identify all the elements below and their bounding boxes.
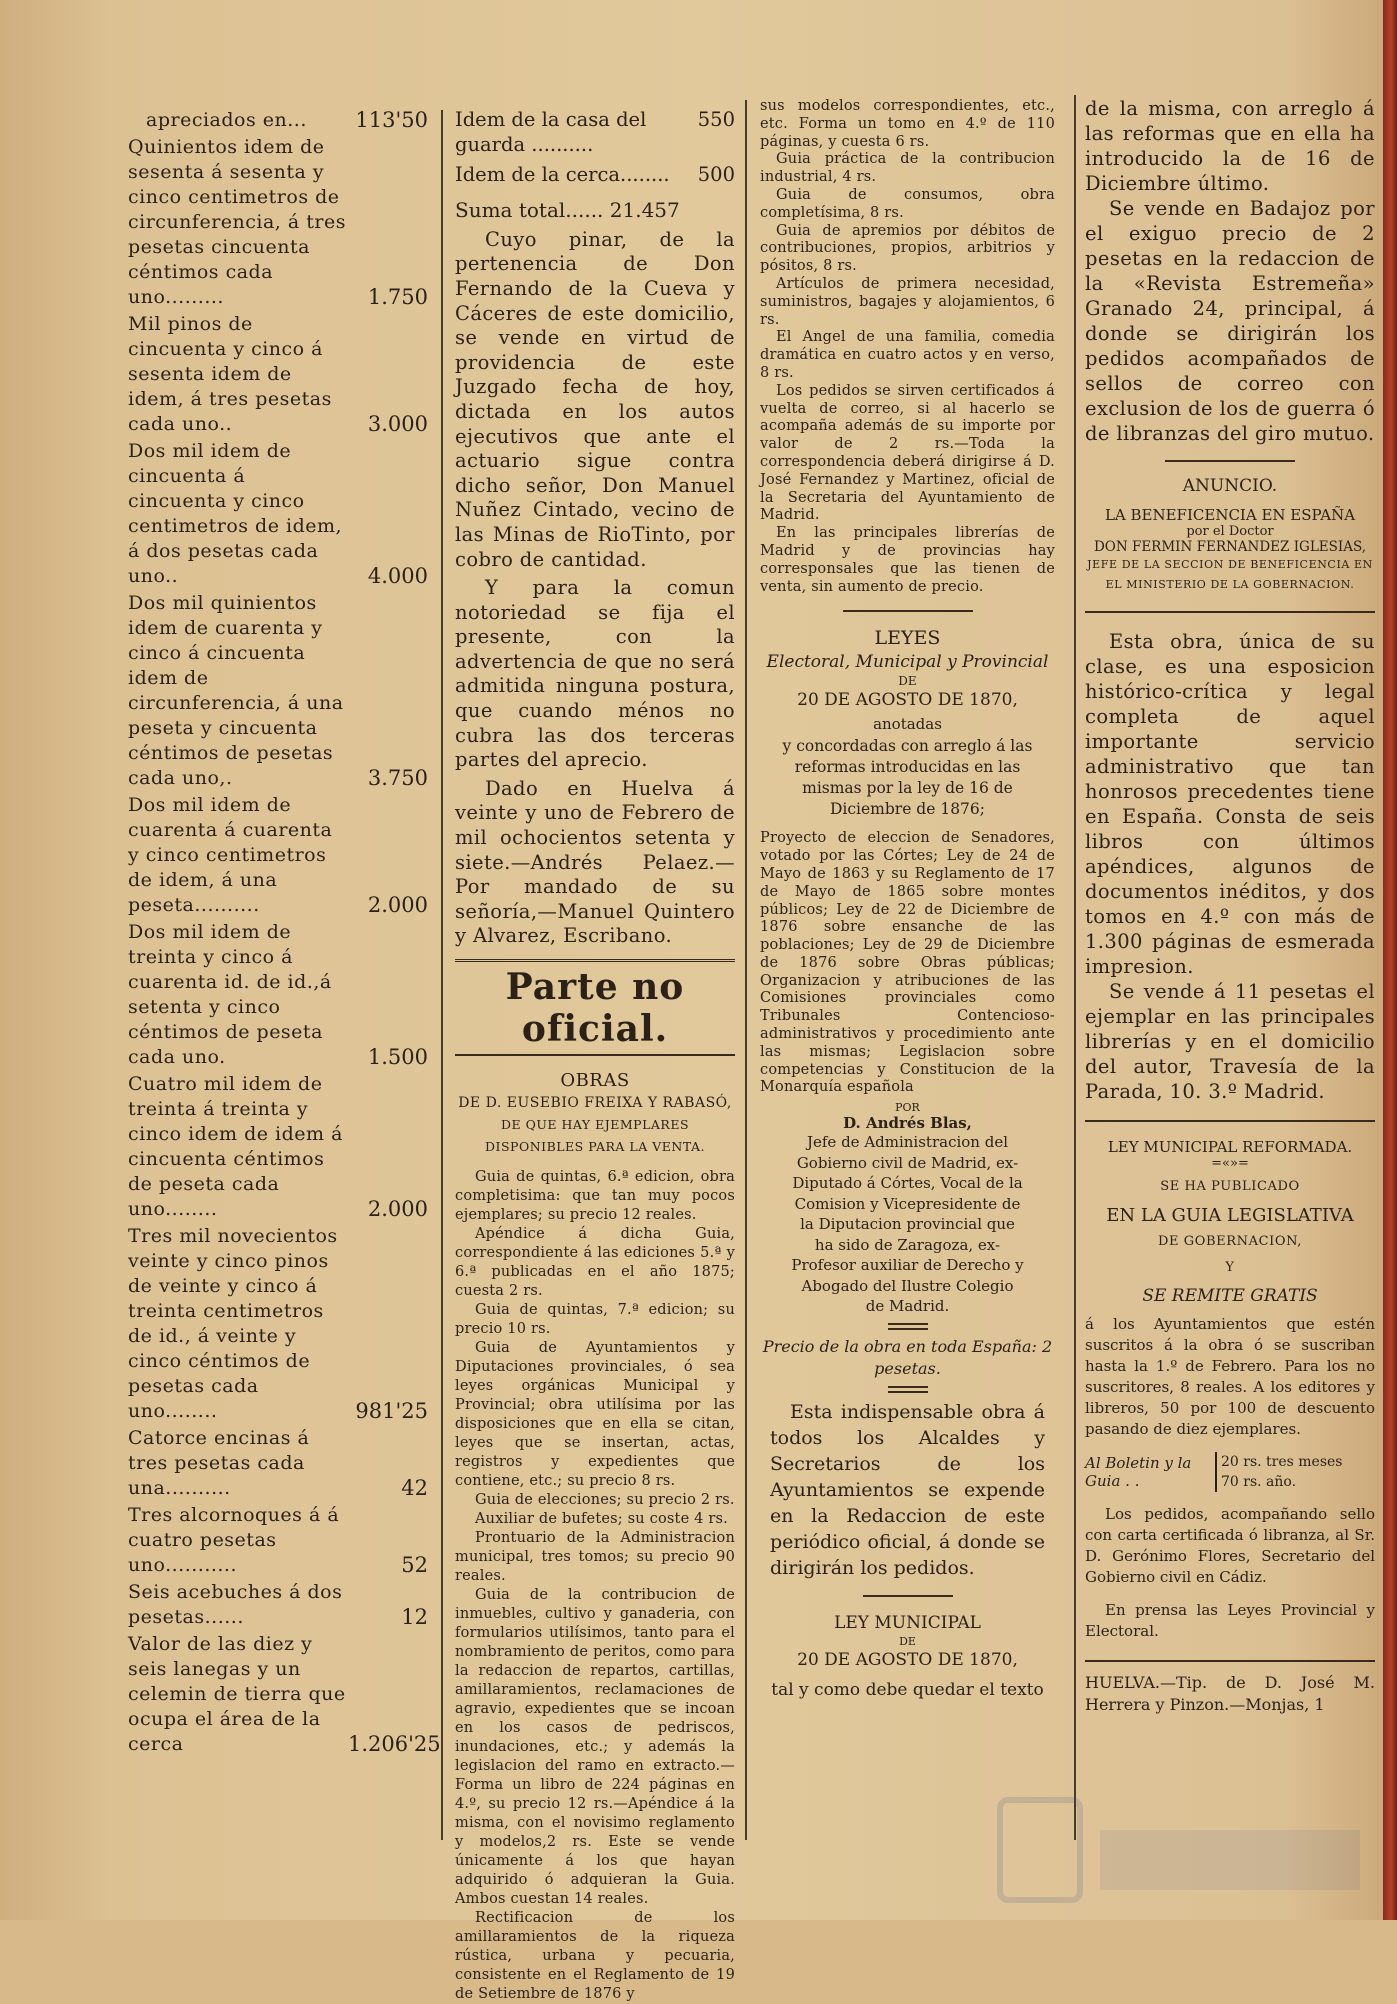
paragraph: á los Ayuntamientos que estén suscritos á la obra ó se suscriban hasta la 1.º de Febrero. Para los no suscritores, 8 reales. A los editores y libreros, 50 por 100 de descuento pasando de diez ejemplares. — [1085, 1315, 1375, 1438]
author-description: Jefe de Administracion del Gobierno civil de Madrid, ex-Diputado á Córtes, Vocal de la Comision y Vicepresidente de la Diputacion provincial que ha sido de Zaragoza, ex-Profesor auxiliar de Derecho y Abogado del Ilustre Colegio de Madrid. — [791, 1133, 1024, 1316]
leyes-fecha: 20 DE AGOSTO DE 1870, — [797, 690, 1018, 711]
ley-municipal-text: tal y como debe quedar el texto — [771, 1679, 1044, 1700]
list-item: Guia de elecciones; su precio 2 rs. — [475, 1492, 735, 1508]
row-amount: 550 — [697, 108, 735, 131]
paragraph: sus modelos correspondientes, etc., etc. Forma un tomo en 4.º de 110 páginas, y cuesta 6 rs. — [760, 98, 1055, 150]
paragraph: El Angel de una familia, comedia dramática en cuatro actos y en verso, 8 rs. — [760, 329, 1055, 381]
price-note: Precio de la obra en toda España: 2 pesetas. — [762, 1336, 1053, 1378]
divider — [1085, 1120, 1375, 1122]
paragraph: Esta indispensable obra á todos los Alcaldes y Secretarios de los Ayuntamientos se expende en la Redaccion de este periódico oficial, á donde se dirigirán los pedidos. — [770, 1400, 1045, 1579]
paragraph: de la misma, con arreglo á las reformas que en ella ha introducido la de 16 de Diciembre último. — [1085, 97, 1375, 195]
item-amount: 981'25 — [355, 1399, 428, 1423]
price-quarter: 20 rs. tres meses — [1221, 1454, 1343, 1470]
paragraph: Proyecto de eleccion de Senadores, votado por las Córtes; Ley de 24 de Mayo de 1863 y su Reglamento de 17 de Mayo de 1865 sobre montes públicos; Ley de 22 de Diciembre de 1876 sobre ensanche de las poblaciones; Ley de 29 de Diciembre de 1876 sobre Obras públicas; Organizacion y atribuciones de las Comisiones provinciales como Tribunales Contencioso-administrativos y procedimiento ante las mismas; Legislacion sobre competencias y Constitucion de la Monarquía española — [760, 830, 1055, 1096]
paragraph: En las principales librerías de Madrid y de provincias hay corresponsales que las tienen de venta, sin aumento de precio. — [760, 525, 1055, 595]
author-name: D. Andrés Blas, — [843, 1114, 972, 1133]
item-amount: 3.000 — [367, 412, 428, 436]
watermark-text-block — [1100, 1830, 1360, 1890]
paragraph: Esta obra, única de su clase, es una esposicion histórico-crítica y legal completa de aquel importante servicio administrativo que tan honrosos precedentes tiene en España. Consta de seis libros con últimos apéndices, algunos de documentos inéditos, y dos tomos en 4.º con más de 1.300 páginas de esmerada impresion. — [1085, 630, 1375, 978]
item-text: Mil pinos de cincuenta y cinco á sesenta idem de idem, á tres pesetas cada uno.. — [128, 313, 332, 435]
gobernacion-label: DE GOBERNACION, — [1157, 1234, 1303, 1249]
list-item: Apéndice á dicha Guia, correspondiente á las ediciones 5.ª y 6.ª publicadas en el año 1875; cuesta 2 rs. — [455, 1226, 735, 1299]
divider — [1085, 611, 1375, 613]
imprint: HUELVA.—Tip. de D. José M. Herrera y Pinzon.—Monjas, 1 — [1085, 1673, 1375, 1714]
doctor-position: EL MINISTERIO DE LA GOBERNACION. — [1105, 578, 1355, 591]
divider — [863, 1595, 953, 1597]
item-text: Dos mil idem de cuarenta á cuarenta y cinco centimetros de idem, á una peseta.......... — [128, 794, 333, 916]
table-row — [455, 108, 735, 157]
leyes-concordadas: y concordadas con arreglo á las reformas introducidas en las mismas por la ley de 16 de Diciembre de 1876; — [782, 737, 1033, 819]
library-watermark — [990, 1790, 1370, 1910]
item-text: Dos mil idem de treinta y cinco á cuarenta id. de id.,á setenta y cinco céntimos de peseta cada uno. — [128, 921, 332, 1068]
doctor-name: DON FERMIN FERNANDEZ IGLESIAS, — [1093, 539, 1367, 555]
ley-municipal-title: LEY MUNICIPAL — [834, 1612, 981, 1633]
publicado-label: SE HA PUBLICADO — [1160, 1179, 1300, 1194]
leyes-por: POR — [895, 1101, 920, 1115]
column-divider — [441, 110, 443, 1840]
ornament: =«»= — [1211, 1156, 1249, 1171]
watermark-shield — [1000, 1800, 1080, 1900]
column-2 — [455, 108, 735, 2004]
item-text: Valor de las diez y seis lanegas y un celemin de tierra que ocupa el área de la cerca — [128, 1633, 346, 1755]
obras-subtitle: DE D. EUSEBIO FREIXA Y RABASÓ, — [458, 1095, 732, 1111]
item-text: Cuatro mil idem de treinta á treinta y cinco idem de idem á cincuenta céntimos de peseta cada uno........ — [128, 1073, 343, 1220]
divider — [1165, 460, 1295, 462]
list-item — [128, 1072, 428, 1222]
item-amount: 1.206'25 — [348, 1732, 441, 1756]
subscription-box — [1085, 1452, 1375, 1492]
column-divider — [1074, 95, 1076, 1840]
item-amount: 113'50 — [355, 108, 428, 132]
page-edge — [1383, 0, 1397, 1920]
divider — [888, 1323, 928, 1330]
item-text: Dos mil idem de cincuenta á cincuenta y cinco centimetros de idem, á dos pesetas cada uno.. — [128, 440, 343, 587]
section-header: Parte no oficial. — [505, 966, 685, 1050]
list-item: Rectificacion de los amillaramientos de la riqueza rústica, urbana y pecuaria, consistente en el Reglamento de 19 de Setiembre de 1876 y — [455, 1910, 735, 2002]
item-amount: 2.000 — [367, 1197, 428, 1221]
leyes-anotadas: anotadas — [873, 715, 942, 734]
list-item — [128, 1580, 428, 1630]
item-amount: 12 — [401, 1605, 428, 1629]
item-amount: 42 — [401, 1476, 428, 1500]
section-header-box — [455, 959, 735, 1056]
anuncio-title: ANUNCIO. — [1182, 476, 1278, 496]
paragraph: Artículos de primera necesidad, suministros, bagajes y alojamientos, 6 rs. — [760, 275, 1055, 328]
leyes-subtitle: Electoral, Municipal y Provincial — [766, 652, 1049, 673]
row-text: Idem de la cerca........ — [455, 163, 670, 187]
sum-total: Suma total...... 21.457 — [455, 197, 680, 222]
item-text: Quinientos idem de sesenta á sesenta y cinco centimetros de circunferencia, á tres pesetas cincuenta céntimos cada uno......... — [128, 136, 346, 308]
list-item: Prontuario de la Administracion municipal, tres tomos; su precio 90 reales. — [455, 1530, 735, 1584]
ley-municipal-fecha: 20 DE AGOSTO DE 1870, — [797, 1649, 1018, 1670]
table-row — [455, 163, 735, 188]
paragraph: Los pedidos, acompañando sello con carta certificada ó libranza, al Sr. D. Gerónimo Flores, Secretario del Gobierno civil en Cádiz. — [1085, 1505, 1375, 1586]
list-item — [128, 108, 428, 133]
item-text: Tres mil novecientos veinte y cinco pinos de veinte y cinco á treinta centimetros de id., á veinte y cinco céntimos de pesetas cada uno........ — [128, 1225, 338, 1422]
paragraph: Los pedidos se sirven certificados á vuelta de correo, si al hacerlo se acompaña además de su importe por valor de 2 rs.—Toda la correspondencia deberá dirigirse á D. José Fernandez y Martinez, oficial de la Secretaria del Ayuntamiento de Madrid. — [760, 382, 1055, 524]
item-amount: 1.750 — [367, 285, 428, 309]
divider — [843, 610, 973, 612]
column-3 — [760, 98, 1055, 1702]
paragraph: Se vende en Badajoz por el exiguo precio de 2 pesetas en la redaccion de la «Revista Estremeña» Granado 24, principal, á donde se dirigirán los pedidos acompañados de sellos de correo con exclusion de los de guerra ó de libranzas del giro mutuo. — [1085, 197, 1375, 445]
paragraph: Se vende á 11 pesetas el ejemplar en las principales librerías y en el domicilio del autor, Travesía de la Parada, 10. 3.º Madrid. — [1085, 980, 1375, 1103]
por-doctor: por el Doctor — [1186, 524, 1274, 539]
item-text: apreciados en... — [146, 109, 307, 131]
paragraph: Y para la comun notoriedad se fija el presente, con la advertencia de que no será admitida ninguna postura, que cuando ménos no cubra las dos terceras partes del aprecio. — [455, 576, 735, 772]
list-item: Guia de Ayuntamientos y Diputaciones provinciales, ó sea leyes orgánicas Municipal y Provincial; obra utilísima por las disposiciones que en ella se citan, leyes que se insertan, actas, registros y expedientes que contiene, etc.; su precio 8 rs. — [455, 1340, 735, 1489]
paragraph: Cuyo pinar, de la pertenencia de Don Fernando de la Cueva y Cáceres de este domicilio, se vende en virtud de providencia de este Juzgado fecha de hoy, dictada en los autos ejecutivos que ante el actuario sigue contra dicho señor, Don Manuel Nuñez Cintado, vecino de las Minas de RioTinto, por cobro de cantidad. — [455, 227, 735, 571]
y-label: Y — [1225, 1260, 1235, 1275]
ley-municipal-de: DE — [899, 1634, 916, 1648]
item-text: Tres alcornoques á á cuatro pesetas uno........... — [128, 1504, 340, 1576]
obras-title: OBRAS — [560, 1070, 630, 1091]
list-item: Guia de la contribucion de inmuebles, cultivo y ganaderia, con formularios utilísimos, tanto para el nombramiento de peritos, como para la redaccion de repartos, cartillas, amillaramientos, reclamaciones de agravio, expedientes que se incoan en los casos de pedriscos, inundaciones, etc.; y además la legislacion del ramo en extracto.—Forma un libro de 224 páginas en 4.º, su precio 12 rs.—Apéndice á la misma, con el novisimo reglamento y modelos,2 rs. Este se vende únicamente á los que hayan adquirido ó adquieran la Guia. Ambos cuestan 14 reales. — [455, 1587, 735, 1907]
list-item — [128, 1632, 441, 1757]
ley-reformada-title: LEY MUNICIPAL REFORMADA. — [1107, 1138, 1353, 1156]
column-4 — [1085, 96, 1375, 1716]
price-year: 70 rs. año. — [1221, 1474, 1297, 1490]
doctor-position: JEFE DE LA SECCION DE BENEFICENCIA EN — [1087, 558, 1373, 571]
remite-title: SE REMITE GRATIS — [1142, 1286, 1318, 1306]
paragraph: Guia de consumos, obra completísima, 8 rs. — [760, 186, 1055, 221]
list-item — [128, 793, 428, 918]
list-item — [128, 135, 428, 310]
obras-subtitle: DE QUE HAY EJEMPLARES DISPONIBLES PARA LA VENTA. — [485, 1117, 705, 1154]
list-item — [128, 1426, 428, 1501]
list-item: Auxiliar de bufetes; su coste 4 rs. — [475, 1511, 728, 1527]
row-text: Idem de la casa del guarda .......... — [455, 108, 647, 156]
item-text: Catorce encinas á tres pesetas cada una.......... — [128, 1427, 310, 1499]
item-amount: 4.000 — [367, 564, 428, 588]
list-item: Guia de quintas, 7.ª edicion; su precio 10 rs. — [455, 1302, 735, 1337]
column-1-inventory — [128, 108, 441, 1759]
paragraph: Guia de apremios por débitos de contribuciones, propios, arbitrios y pósitos, 8 rs. — [760, 222, 1055, 275]
item-amount: 1.500 — [367, 1045, 428, 1069]
list-item — [128, 920, 428, 1070]
item-amount: 52 — [401, 1553, 428, 1577]
subscription-label: Al Boletin y la Guia . . — [1085, 1454, 1192, 1490]
paragraph: Guia práctica de la contribucion industrial, 4 rs. — [760, 151, 1055, 186]
paragraph: En prensa las Leyes Provincial y Electoral. — [1085, 1601, 1375, 1640]
divider — [1085, 1660, 1375, 1662]
list-item — [128, 591, 428, 791]
list-item — [128, 1503, 428, 1578]
subscription-prices — [1215, 1452, 1343, 1492]
paragraph: Dado en Huelva á veinte y uno de Febrero de mil ochocientos setenta y siete.—Andrés Pelaez.—Por mandado de su señoría,—Manuel Quintero y Alvarez, Escribano. — [455, 776, 735, 948]
list-item: Guia de quintas, 6.ª edicion, obra completisima: que tan muy pocos ejemplares; su precio 12 reales. — [455, 1169, 735, 1223]
list-item — [128, 439, 428, 589]
beneficencia-title: LA BENEFICENCIA EN ESPAÑA — [1104, 506, 1356, 524]
item-text: Dos mil quinientos idem de cuarenta y cinco á cincuenta idem de circunferencia, á una peseta y cincuenta céntimos de pesetas cada uno,. — [128, 592, 344, 789]
list-item — [128, 1224, 428, 1424]
leyes-title: LEYES — [874, 627, 941, 650]
row-amount: 500 — [697, 163, 735, 187]
divider — [888, 1386, 928, 1393]
list-item — [128, 312, 428, 437]
column-divider — [745, 100, 747, 1840]
item-amount: 3.750 — [367, 766, 428, 790]
leyes-de: DE — [898, 674, 917, 689]
item-text: Seis acebuches á dos pesetas...... — [128, 1581, 343, 1628]
item-amount: 2.000 — [367, 893, 428, 917]
guia-title: EN LA GUIA LEGISLATIVA — [1106, 1205, 1354, 1226]
